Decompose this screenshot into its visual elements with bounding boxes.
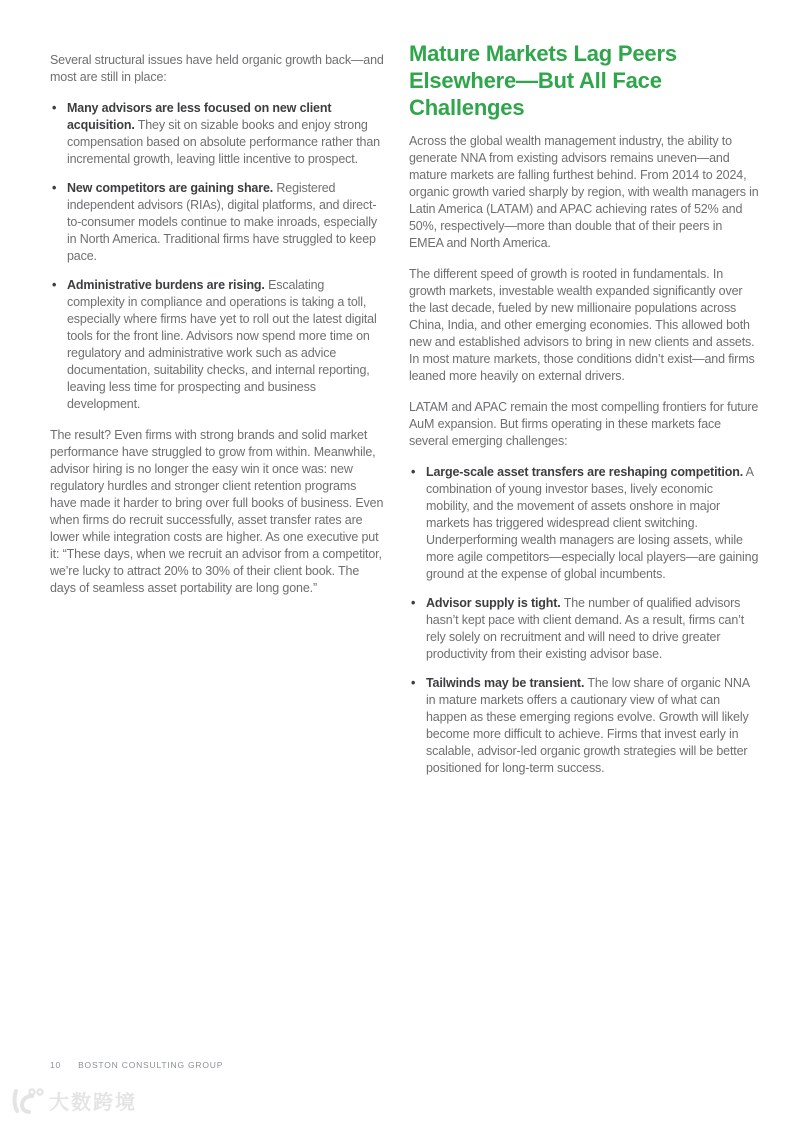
bullet-item — [409, 595, 759, 663]
watermark-text: 大数跨境 — [49, 1092, 137, 1114]
paragraph: The different speed of growth is rooted in fundamentals. In growth markets, investable wealth expanded significantly over the last decade, fueled by new millionaire populations across China, India, and other emerging economies. This allowed both new and established advisors to bring in new clients and assets. In most mature markets, those conditions didn’t exist—and firms leaned more heavily on external drivers. — [409, 267, 755, 383]
left-bullet-list — [50, 100, 384, 413]
bullet-text: The low share of organic NNA in mature markets offers a cautionary view of what can happen as these emerging regions evolve. Growth will likely become more difficult to achieve. Firms that invest early in scalable, advisor-led organic growth strategies will be better positioned for long-term success. — [426, 676, 750, 775]
bullet-lead: Tailwinds may be transient. — [426, 676, 585, 690]
bullet-lead: Large-scale asset transfers are reshaping competition. — [426, 465, 744, 479]
bullet-item — [50, 100, 384, 168]
bullet-text: Escalating complexity in compliance and operations is taking a toll, especially where firms have yet to roll out the latest digital tools for the front line. Advisors now spend more time on regulatory and administrative work such as advice documentation, suitability checks, and internal reporting, leaving less time for prospecting and business development. — [67, 278, 377, 411]
bullet-lead: Many advisors are less focused on new client acquisition. — [67, 101, 332, 132]
footer-brand: BOSTON CONSULTING GROUP — [78, 1060, 224, 1070]
watermark — [10, 1086, 137, 1115]
paragraph: LATAM and APAC remain the most compelling frontiers for future AuM expansion. But firms operating in these markets face several emerging challenges: — [409, 400, 759, 448]
watermark-logo-icon — [10, 1088, 44, 1114]
bullet-item — [50, 277, 384, 413]
bullet-text: They sit on sizable books and enjoy strong compensation based on absolute performance rather than incremental growth, leaving little incentive to prospect. — [67, 118, 380, 166]
bullet-lead: Advisor supply is tight. — [426, 596, 561, 610]
bullet-text: A combination of young investor bases, lively economic mobility, and the movement of assets onshore in major markets has triggered widespread client switching. Underperforming wealth managers are losing assets, while more agile competitors—especially local players—are gaining ground at the expense of global incumbents. — [426, 465, 759, 581]
bullet-lead: New competitors are gaining share. — [67, 181, 274, 195]
page-footer — [50, 1060, 223, 1070]
intro-paragraph: Several structural issues have held organic growth back—and most are still in place: — [50, 53, 384, 84]
bullet-item — [409, 464, 759, 583]
left-column — [50, 52, 384, 611]
paragraph: Across the global wealth management industry, the ability to generate NNA from existing advisors remains uneven—and mature markets are falling furthest behind. From 2014 to 2024, organic growth varied sharply by region, with wealth managers in Latin America (LATAM) and APAC achieving rates of 52% and 50%, respectively—more than double that of their peers in EMEA and North America. — [409, 134, 759, 250]
right-column — [409, 40, 759, 791]
bullet-item — [409, 675, 759, 777]
closing-paragraph: The result? Even firms with strong brands and solid market performance have struggled to grow from within. Meanwhile, advisor hiring is no longer the easy win it once was: new regulatory hurdles and stronger client retention programs have made it harder to bring over full books of business. Even when firms do recruit successfully, asset transfer rates are lower while integration costs are higher. As one executive put it: “These days, when we recruit an advisor from a competitor, we’re lucky to attract 20% to 30% of their client book. The days of seamless asset portability are long gone.” — [50, 428, 384, 595]
page-number: 10 — [50, 1060, 62, 1070]
bullet-text: The number of qualified advisors hasn’t kept pace with client demand. As a result, firms can’t rely solely on recruitment and will need to drive greater productivity from their existing advisor base. — [426, 596, 745, 661]
section-heading: Mature Markets Lag Peers Elsewhere—But All Face Challenges — [409, 41, 677, 120]
bullet-text: Registered independent advisors (RIAs), digital platforms, and direct-to-consumer models continue to make inroads, especially in North America. Traditional firms have struggled to keep pace. — [67, 181, 377, 263]
bullet-lead: Administrative burdens are rising. — [67, 278, 265, 292]
right-bullet-list — [409, 464, 759, 777]
bullet-item — [50, 180, 384, 265]
